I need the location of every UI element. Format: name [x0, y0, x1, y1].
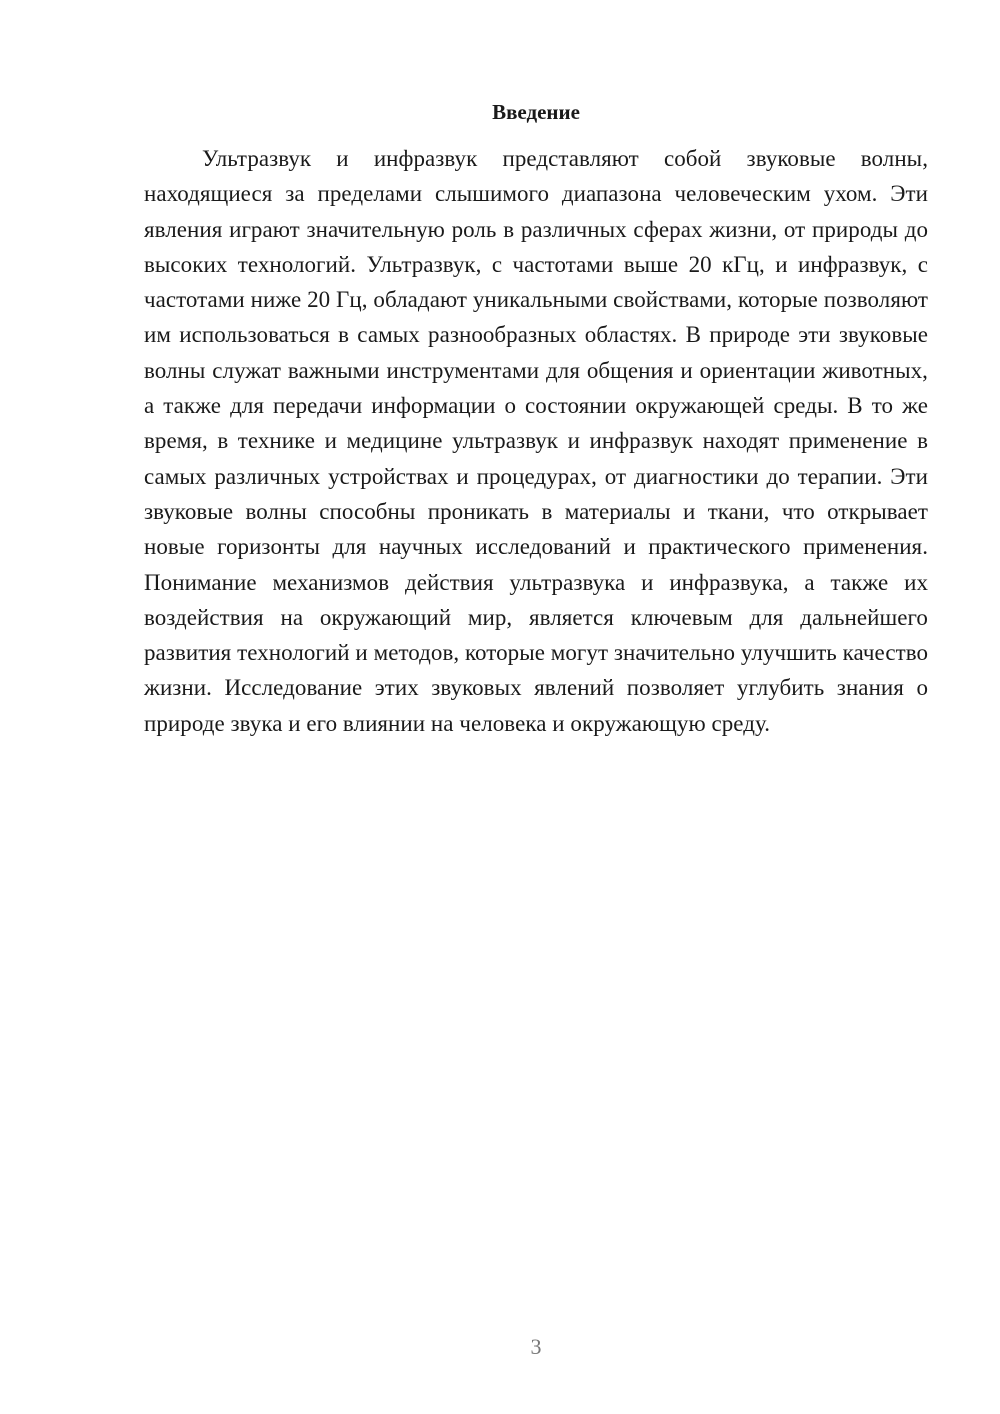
- section-heading: Введение: [492, 100, 580, 124]
- intro-paragraph: Ультразвук и инфразвук представляют собой звуковые волны, находящиеся за пределами слышимого диапазона человеческим ухом. Эти явления играют значительную роль в различных сферах жизни, от природы до высоких технологий. Ультразвук, с частотами выше 20 кГц, и инфразвук, с частотами ниже 20 Гц, обладают уникальными свойствами, которые позволяют им использоваться в самых разнообразных областях. В природе эти звуковые волны служат важными инструментами для общения и ориентации животных, а также для передачи информации о состоянии окружающей среды. В то же время, в технике и медицине ультразвук и инфразвук находят применение в самых различных устройствах и процедурах, от диагностики до терапии. Эти звуковые волны способны проникать в материалы и ткани, что открывает новые горизонты для научных исследований и практического применения. Понимание механизмов действия ультразвука и инфразвука, а также их воздействия на окружающий мир, является ключевым для дальнейшего развития технологий и методов, которые могут значительно улучшить качество жизни. Исследование этих звуковых явлений позволяет углубить знания о природе звука и его влиянии на человека и окружающую среду.: [144, 146, 928, 736]
- page-number: 3: [530, 1334, 542, 1359]
